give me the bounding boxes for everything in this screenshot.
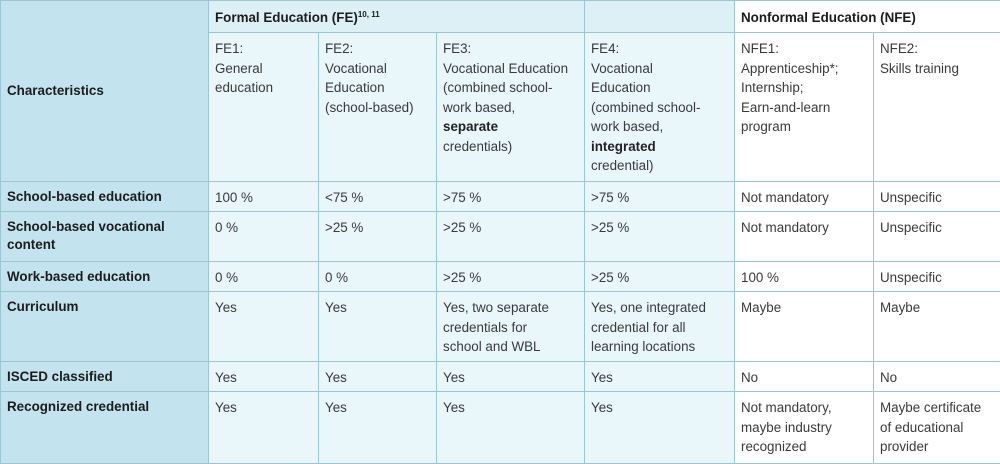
- cell-value: 100 %: [215, 188, 312, 208]
- table-cell: [874, 262, 1000, 292]
- cell-value: Yes: [215, 398, 312, 418]
- table-cell: [319, 292, 437, 362]
- table-cell: [437, 182, 585, 212]
- formal-education-header-ext: [585, 1, 735, 33]
- table-cell: [437, 362, 585, 392]
- table-row: [1, 182, 1000, 212]
- table-cell: [437, 392, 585, 464]
- table-cell: [437, 292, 585, 362]
- cell-value: No: [741, 368, 867, 388]
- row-label: Recognized credential: [1, 392, 209, 464]
- table-cell: [209, 212, 319, 262]
- col-header-nfe1: NFE1: Apprenticeship*; Internship; Earn-and-learn program: [735, 33, 874, 182]
- cell-value: Unspecific: [880, 188, 994, 208]
- cell-value: Yes: [215, 298, 312, 318]
- cell-value: Yes: [443, 398, 578, 418]
- table-row: [1, 392, 1000, 464]
- cell-value: Yes, two separate credentials for school and WBL: [443, 298, 578, 357]
- cell-value: 100 %: [741, 268, 867, 288]
- table-cell: [585, 362, 735, 392]
- cell-value: >25 %: [443, 268, 578, 288]
- cell-value: Maybe: [741, 298, 867, 318]
- cell-value: Unspecific: [880, 268, 994, 288]
- table-cell: [735, 392, 874, 464]
- cell-value: 0 %: [215, 268, 312, 288]
- cell-value: Yes: [325, 398, 430, 418]
- table-cell: [585, 212, 735, 262]
- table-cell: [874, 392, 1000, 464]
- footnote-ref: 10, 11: [358, 10, 380, 19]
- formal-education-header: Formal Education (FE)$^{10, 11}$: [209, 1, 585, 33]
- table-cell: [874, 212, 1000, 262]
- table-cell: [319, 362, 437, 392]
- col-header-nfe2: NFE2: Skills training: [874, 33, 1000, 182]
- cell-value: Yes: [591, 368, 728, 388]
- table-cell: [735, 362, 874, 392]
- cell-value: >75 %: [443, 188, 578, 208]
- table-cell: [585, 182, 735, 212]
- table-cell: [735, 262, 874, 292]
- table-cell: [874, 362, 1000, 392]
- table-cell: [735, 292, 874, 362]
- cell-value: >25 %: [443, 218, 578, 238]
- table-cell: [319, 212, 437, 262]
- cell-value: Yes: [325, 368, 430, 388]
- table-cell: [209, 362, 319, 392]
- table-cell: [209, 182, 319, 212]
- table-cell: [735, 212, 874, 262]
- cell-value: 0 %: [325, 268, 430, 288]
- row-label: School-based education: [1, 182, 209, 212]
- cell-value: Yes: [325, 298, 430, 318]
- cell-value: Not mandatory: [741, 218, 867, 238]
- table-cell: [874, 292, 1000, 362]
- row-label: School-based vocational content: [1, 212, 209, 262]
- cell-value: Maybe: [880, 298, 994, 318]
- table-cell: [209, 392, 319, 464]
- group-header-row: [1, 1, 1000, 33]
- cell-value: Yes, one integrated credential for all learning locations: [591, 298, 728, 357]
- table-row: [1, 212, 1000, 262]
- table-cell: [319, 182, 437, 212]
- cell-value: Maybe certificate of educational provider: [880, 398, 994, 457]
- table-cell: [319, 262, 437, 292]
- cell-value: >75 %: [591, 188, 728, 208]
- table-cell: [209, 292, 319, 362]
- col-header-fe4: FE4: Vocational Education (combined school- work based, integrated credential): [585, 33, 735, 182]
- cell-value: Not mandatory, maybe industry recognized: [741, 398, 867, 457]
- cell-value: Yes: [215, 368, 312, 388]
- cell-value: No: [880, 368, 994, 388]
- table-cell: [874, 182, 1000, 212]
- cell-value: 0 %: [215, 218, 312, 238]
- cell-value: Not mandatory: [741, 188, 867, 208]
- cell-value: >25 %: [591, 268, 728, 288]
- nonformal-education-header: Nonformal Education (NFE): [735, 1, 1000, 33]
- table-cell: [209, 262, 319, 292]
- row-label: Curriculum: [1, 292, 209, 362]
- cell-value: Yes: [443, 368, 578, 388]
- cell-value: Yes: [591, 398, 728, 418]
- col-header-fe1: FE1: General education: [209, 33, 319, 182]
- col-header-fe3: FE3: Vocational Education (combined school- work based, separate credentials): [437, 33, 585, 182]
- table-cell: [319, 392, 437, 464]
- cell-value: >25 %: [325, 218, 430, 238]
- table-row: [1, 292, 1000, 362]
- table-cell: [585, 262, 735, 292]
- table-cell: [735, 182, 874, 212]
- table-cell: [585, 392, 735, 464]
- row-label: ISCED classified: [1, 362, 209, 392]
- characteristics-header: Characteristics: [1, 1, 209, 182]
- table-row: [1, 362, 1000, 392]
- cell-value: >25 %: [591, 218, 728, 238]
- table-cell: [585, 292, 735, 362]
- cell-value: Unspecific: [880, 218, 994, 238]
- col-header-fe2: FE2: Vocational Education (school-based): [319, 33, 437, 182]
- table-cell: [437, 262, 585, 292]
- table-row: [1, 262, 1000, 292]
- table-cell: [437, 212, 585, 262]
- row-label: Work-based education: [1, 262, 209, 292]
- table-body: [1, 182, 1000, 464]
- cell-value: <75 %: [325, 188, 430, 208]
